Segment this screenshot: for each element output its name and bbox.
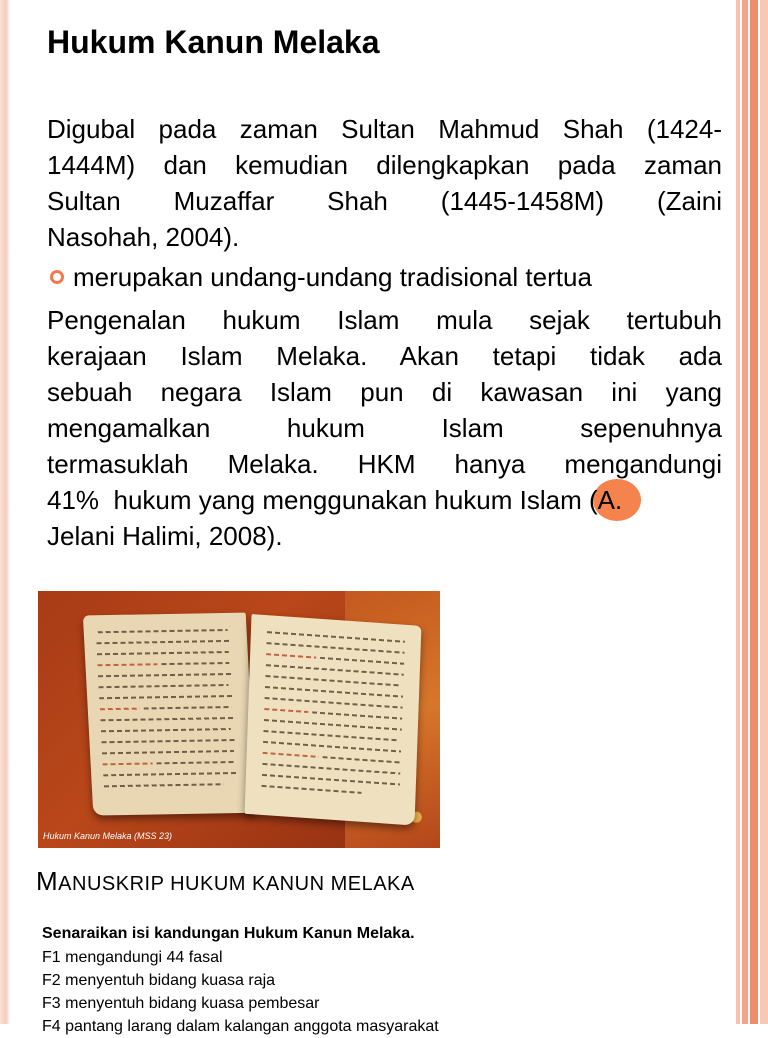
- paragraph-line: termasuklah Melaka. HKM hanya mengandungi: [47, 449, 722, 479]
- paragraph-line: [47, 482, 722, 518]
- caption-initial: M: [36, 866, 59, 896]
- paragraph-line: Sultan Muzaffar Shah (1445-1458M) (Zaini: [47, 186, 722, 216]
- list-item: F4 pantang larang dalam kalangan anggota masyarakat: [42, 1018, 439, 1035]
- right-stripe-decoration: [736, 0, 768, 1024]
- left-border-decoration: [0, 0, 10, 1024]
- open-manuscript-book: [88, 611, 418, 823]
- list-item: F2 menyentuh bidang kuasa raja: [42, 972, 276, 989]
- manuscript-right-page: [245, 614, 422, 826]
- slide-title: Hukum Kanun Melaka: [47, 24, 380, 60]
- paragraph-line: Jelani Halimi, 2008).: [47, 521, 283, 551]
- paragraph-line: Pengenalan hukum Islam mula sejak tertubuh: [47, 305, 722, 335]
- paragraph-line: 1444M) dan kemudian dilengkapkan pada zaman: [47, 150, 722, 180]
- paragraph-line: Digubal pada zaman Sultan Mahmud Shah (1424-: [47, 114, 722, 144]
- image-caption: [36, 866, 415, 897]
- paragraph-text: 41% hukum yang menggunakan hukum Islam (: [47, 485, 598, 515]
- list-item: F1 mengandungi 44 fasal: [42, 949, 223, 966]
- paragraph-line: mengamalkan hukum Islam sepenuhnya: [47, 413, 722, 443]
- list-item: F3 menyentuh bidang kuasa pembesar: [42, 995, 320, 1012]
- task-title: Senaraikan isi kandungan Hukum Kanun Melaka.: [42, 925, 415, 942]
- bullet-item: [47, 259, 722, 295]
- paragraph-intro: [47, 111, 722, 255]
- manuscript-photo: [38, 591, 440, 848]
- photo-caption: Hukum Kanun Melaka (MSS 23): [43, 831, 173, 841]
- paragraph-islamic-law: [47, 302, 722, 554]
- bullet-circle-icon: [50, 270, 64, 284]
- paragraph-line: sebuah negara Islam pun di kawasan ini yang: [47, 377, 722, 407]
- task-list: [42, 946, 439, 1038]
- highlighted-citation: A.: [598, 482, 623, 518]
- bullet-text: merupakan undang-undang tradisional tertua: [73, 262, 592, 292]
- caption-rest: ANUSKRIP HUKUM KANUN MELAKA: [58, 873, 415, 895]
- paragraph-line: kerajaan Islam Melaka. Akan tetapi tidak ada: [47, 341, 722, 371]
- manuscript-left-page: [83, 613, 256, 816]
- paragraph-line: Nasohah, 2004).: [47, 222, 240, 252]
